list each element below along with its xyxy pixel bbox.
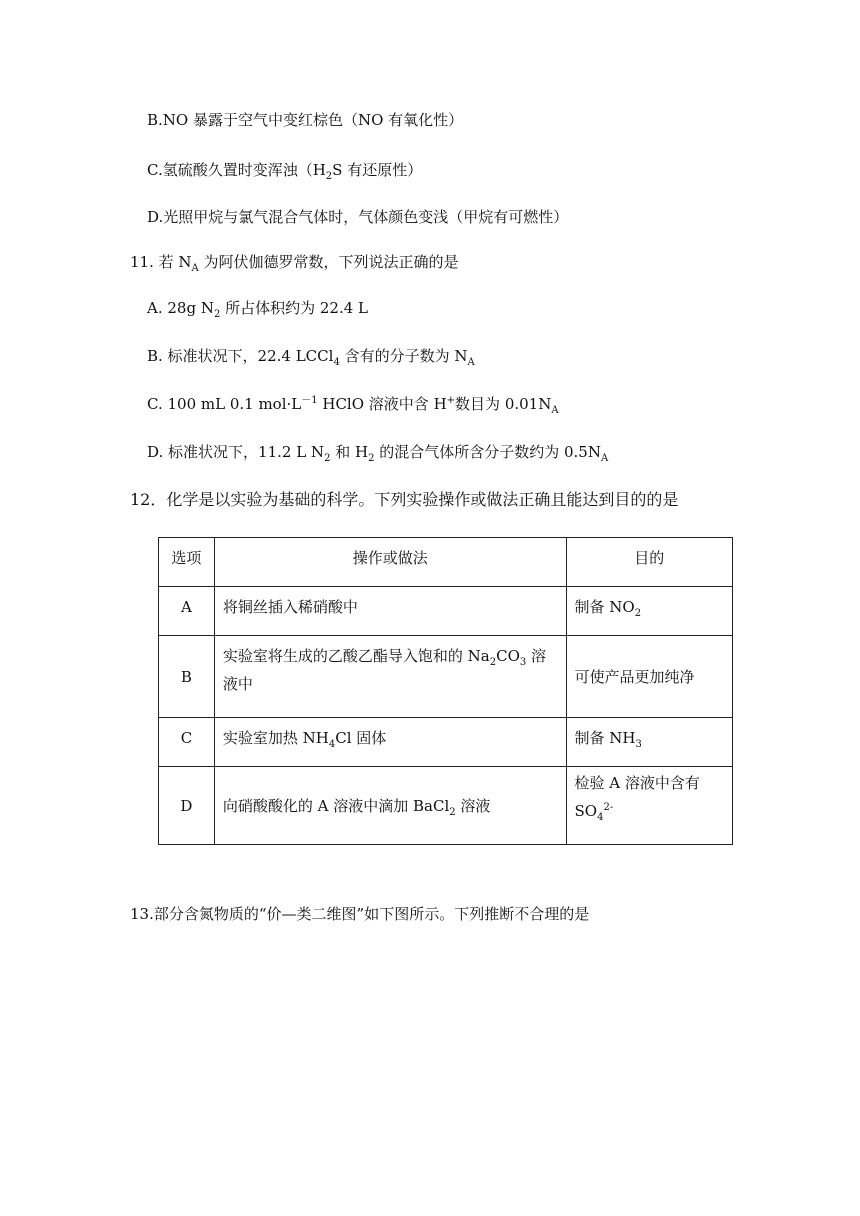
table-header-row — [159, 538, 733, 587]
row-a-goal: 制备 $NO_2$ — [566, 587, 732, 636]
row-b-operation: 实验室将生成的乙酸乙酯导入饱和的 $Na_2CO_3$ 溶液中 — [214, 636, 566, 718]
q11-stem: 11. 若 $N_A$ 为阿伏伽德罗常数，下列说法正确的是 — [130, 253, 459, 274]
header-operation: 操作或做法 — [214, 538, 566, 587]
header-goal: 目的 — [566, 538, 732, 587]
row-d-goal: 检验 A 溶液中含有 $SO_4^{2-}$ — [566, 767, 732, 845]
row-d-option: D — [159, 767, 215, 845]
q11-option-b: B. 标准状况下，22.4 LCCl$_4$ 含有的分子数为 $N_A$ — [147, 347, 475, 368]
row-a-operation: 将铜丝插入稀硝酸中 — [214, 587, 566, 636]
q13-stem: 13.部分含氮物质的“价—类二维图”如下图所示。下列推断不合理的是 — [130, 905, 590, 923]
q10-option-c: C.氢硫酸久置时变浑浊（$H_2S$ 有还原性） — [147, 161, 423, 182]
q11-option-a: A. 28g $N_2$ 所占体积约为 22.4 L — [147, 299, 368, 320]
table-row — [159, 587, 733, 636]
header-option: 选项 — [159, 538, 215, 587]
row-c-option: C — [159, 718, 215, 767]
q11-option-c: C. 100 mL 0.1 $mol\cdot L^{-1}$ HClO 溶液中含 H+数目为 $0.01N_A$ — [147, 395, 559, 416]
row-b-goal: 可使产品更加纯净 — [566, 636, 732, 718]
row-c-goal: 制备 $NH_3$ — [566, 718, 732, 767]
table-row — [159, 636, 733, 718]
q10-option-d: D.光照甲烷与氯气混合气体时，气体颜色变浅（甲烷有可燃性） — [147, 208, 569, 226]
q11-option-d: D. 标准状况下，11.2 L $N_2$ 和 $H_2$ 的混合气体所含分子数约为 $0.5N_A$ — [147, 443, 609, 464]
table-row — [159, 718, 733, 767]
q12-options-table — [158, 537, 733, 845]
table-row — [159, 767, 733, 845]
row-d-operation: 向硝酸酸化的 A 溶液中滴加 BaCl$_2$ 溶液 — [214, 767, 566, 845]
row-b-option: B — [159, 636, 215, 718]
q10-option-b: B.NO 暴露于空气中变红棕色（NO 有氧化性） — [147, 111, 464, 129]
q12-stem: 12．化学是以实验为基础的科学。下列实验操作或做法正确且能达到目的的是 — [130, 490, 679, 509]
row-a-option: A — [159, 587, 215, 636]
row-c-operation: 实验室加热 $NH_4Cl$ 固体 — [214, 718, 566, 767]
